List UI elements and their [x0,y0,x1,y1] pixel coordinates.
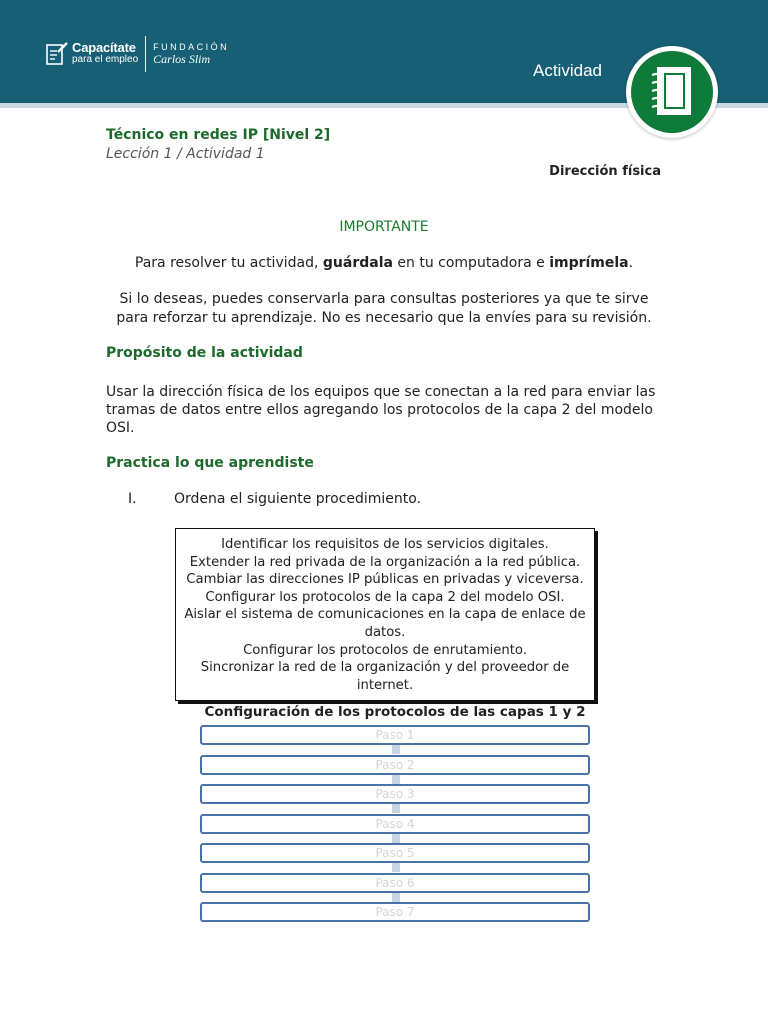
logo-text [72,42,138,66]
exercise-instruction: Ordena el siguiente procedimiento. [174,491,422,507]
logo-divider [145,36,146,72]
option-item: Identificar los requisitos de los servicios digitales. [221,537,549,552]
step-box-7[interactable]: Paso 7 [200,902,590,922]
step-box-6[interactable]: Paso 6 [200,873,590,893]
step-connector [392,833,400,843]
emphasis-save: guárdala [322,255,393,271]
foundation-label: FUNDACIÓN [153,42,230,52]
step-connector [392,774,400,784]
option-item: Cambiar las direcciones IP públicas en privadas y viceversa. [186,572,584,588]
logo-main-text: Capacítate [72,40,136,55]
step-box-2[interactable]: Paso 2 [200,755,590,775]
capacitate-logo[interactable] [46,36,229,72]
foundation-logo [153,42,229,66]
step-connector [392,803,400,813]
step-box-3[interactable]: Paso 3 [200,784,590,804]
checklist-logo-icon [46,42,68,66]
instruction-paragraph-2: Si lo deseas, puedes conservarla para consultas posteriores ya que te sirve para reforzar tu aprendizaje. No es necesario que la envíes para su revisión. [116,291,652,326]
step-connector [392,862,400,872]
option-item: Extender la red privada de la organización a la red pública. [189,554,581,570]
purpose-heading: Propósito de la actividad [106,345,303,361]
option-item: Configurar los protocolos de la capa 2 del modelo OSI. [205,589,565,605]
step-box-1[interactable]: Paso 1 [200,725,590,745]
instruction-text: . [628,255,634,271]
logo-sub-text: para el empleo [72,54,139,65]
activity-badge [626,46,718,138]
important-heading: IMPORTANTE [339,219,429,235]
diagram-title: Configuración de los protocolos de las capas 1 y 2 [204,704,586,720]
practice-heading: Practica lo que aprendiste [106,455,314,471]
lesson-subtitle: Lección 1 / Actividad 1 [106,146,265,162]
activity-label: Actividad [533,61,602,80]
course-title: Técnico en redes IP [Nivel 2] [106,127,331,143]
instruction-paragraph-1 [106,254,662,273]
step-connector [392,892,400,902]
document-topic: Dirección física [549,164,661,179]
step-connector [392,744,400,754]
instruction-text: en tu computadora e [392,255,550,271]
step-box-5[interactable]: Paso 5 [200,843,590,863]
option-item: Aislar el sistema de comunicaciones en la capa de enlace de datos. [184,607,586,640]
step-box-4[interactable]: Paso 4 [200,814,590,834]
option-item: Sincronizar la red de la organización y del proveedor de internet. [200,660,570,693]
emphasis-print: imprímela [549,255,629,271]
option-item: Configurar los protocolos de enrutamiento. [243,642,527,658]
purpose-text: Usar la dirección física de los equipos que se conectan a la red para enviar las tramas de datos entre ellos agregando los protocolos de la capa 2 del modelo OSI. [106,384,656,436]
options-box [175,528,595,701]
instruction-text: Para resolver tu actividad, [134,255,323,271]
notebook-icon [648,64,696,120]
exercise-number: I. [128,491,137,507]
foundation-name: Carlos Slim [153,52,211,66]
